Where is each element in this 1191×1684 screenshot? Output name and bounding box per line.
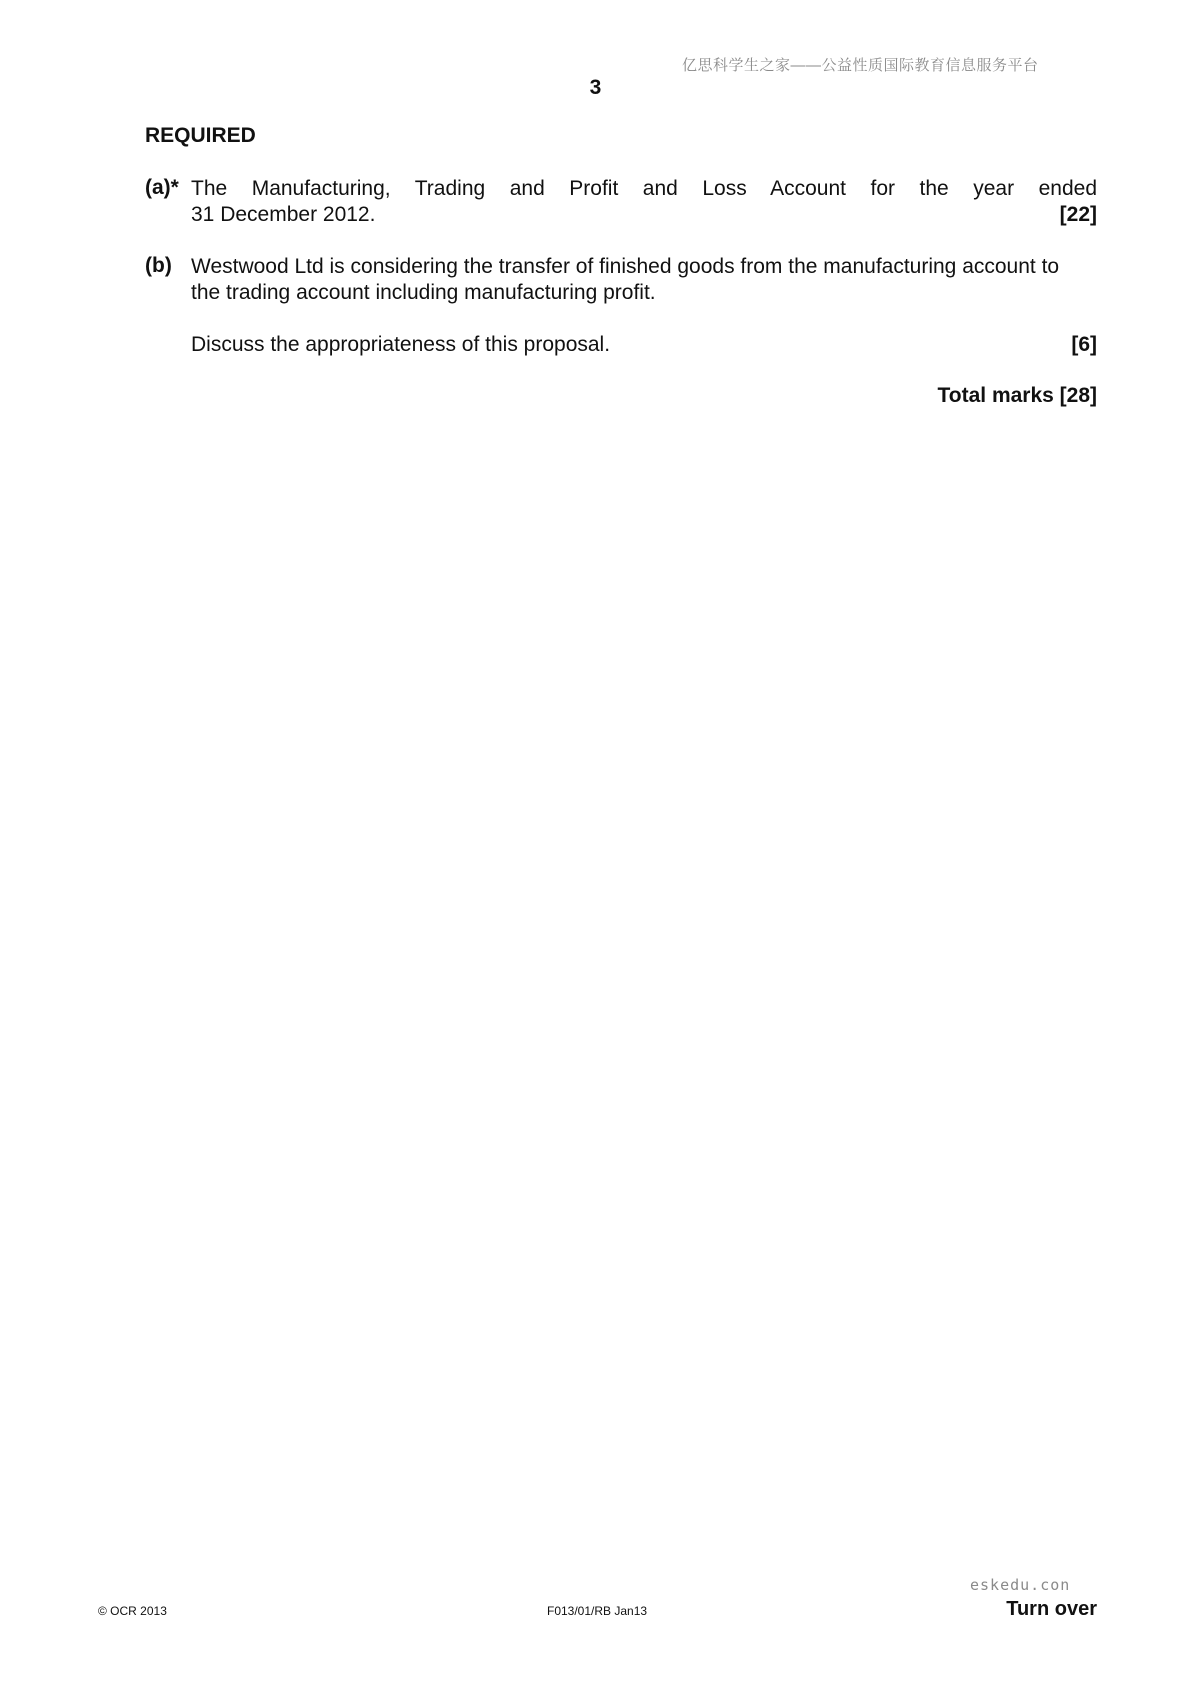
footer-turn-over: Turn over xyxy=(1006,1598,1097,1620)
watermark-bottom: eskedu.con xyxy=(970,1576,1071,1594)
footer-copyright: © OCR 2013 xyxy=(98,1604,167,1618)
section-heading: REQUIRED xyxy=(145,124,256,147)
question-a-label: (a)* xyxy=(145,176,179,199)
total-marks: Total marks [28] xyxy=(937,384,1097,407)
question-b-label: (b) xyxy=(145,254,172,277)
question-a-line2-row xyxy=(191,202,1097,228)
question-a-line1: The Manufacturing, Trading and Profit and Loss Account for the year ended xyxy=(191,177,1097,200)
question-b-marks: [6] xyxy=(1071,333,1097,356)
question-a-marks: [22] xyxy=(1059,203,1097,226)
footer-code: F013/01/RB Jan13 xyxy=(547,1604,648,1618)
question-b-line3: Discuss the appropriateness of this proposal. xyxy=(191,333,611,356)
question-a-body xyxy=(191,176,1097,228)
question-b-line1: Westwood Ltd is considering the transfer of finished goods from the manufacturing account to xyxy=(191,255,1060,278)
question-a-line2: 31 December 2012. xyxy=(191,203,376,226)
question-b-line2: the trading account including manufacturing profit. xyxy=(191,281,656,304)
question-b-body xyxy=(191,254,1097,306)
question-b-prompt-row xyxy=(191,332,1097,358)
page-number: 3 xyxy=(589,76,602,99)
watermark-top: 亿思科学生之家——公益性质国际教育信息服务平台 xyxy=(682,57,1039,74)
